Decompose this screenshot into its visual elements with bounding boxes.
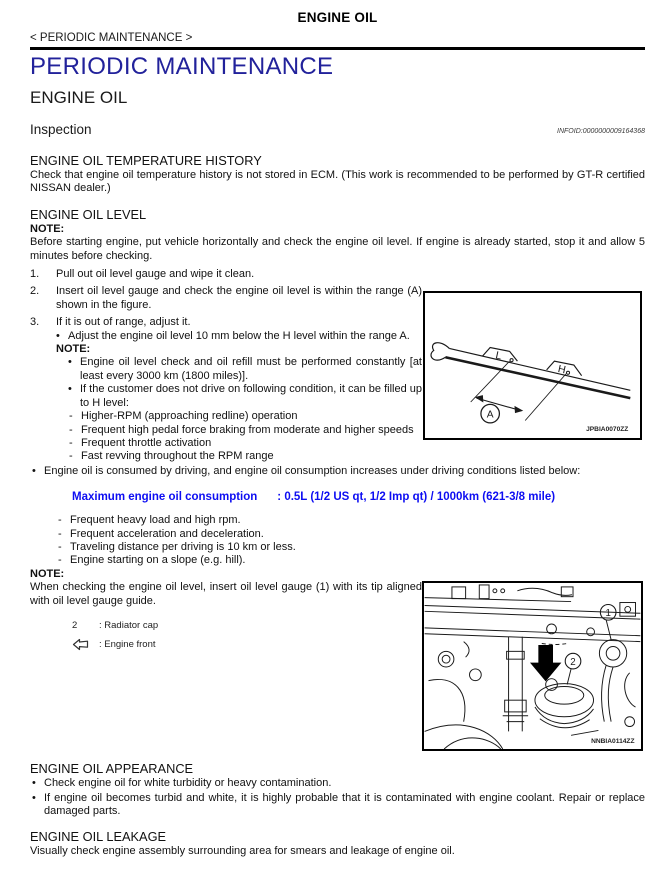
page-title: PERIODIC MAINTENANCE <box>30 53 334 80</box>
step-text: Insert oil level gauge and check the engine oil level is within the range (A) shown in the figure. <box>56 285 422 311</box>
figure-code-label: NNBIA0114ZZ <box>591 738 635 746</box>
step-number: 2. <box>30 285 40 298</box>
note-label: NOTE: <box>30 222 65 235</box>
header-rule <box>30 47 645 50</box>
conditions-column <box>30 514 422 651</box>
steps-column <box>30 268 422 464</box>
bullet-marker: • <box>32 464 36 477</box>
list-item-text: Frequent throttle activation <box>81 436 212 449</box>
figure-dipstick <box>423 291 642 440</box>
legend-key <box>72 638 99 651</box>
heading-appearance: ENGINE OIL APPEARANCE <box>30 761 194 777</box>
list-item-text: Fast revving throughout the RPM range <box>81 450 274 463</box>
list-item <box>32 465 645 478</box>
inspection-row <box>30 122 645 137</box>
bullet-marker: • <box>32 777 36 790</box>
arrow-left-icon <box>72 638 89 651</box>
figure-legend <box>72 620 422 651</box>
step-number: 3. <box>30 316 40 329</box>
note-label: NOTE: <box>56 343 91 356</box>
list-item-text: Frequent heavy load and high rpm. <box>70 514 241 527</box>
list-item-text: Engine starting on a slope (e.g. hill). <box>70 554 246 567</box>
list-item <box>69 424 422 437</box>
dipstick-illustration <box>425 293 640 438</box>
list-item-text: If the customer does not drive on following condition, it can be filled up to H level: <box>80 383 422 409</box>
bullet-marker: • <box>68 383 72 396</box>
heading-temp-history: ENGINE OIL TEMPERATURE HISTORY <box>30 153 262 168</box>
engine-illustration <box>424 583 641 749</box>
breadcrumb: < PERIODIC MAINTENANCE > <box>30 32 193 44</box>
figure-engine <box>422 581 643 751</box>
dash-marker: - <box>69 410 73 423</box>
step-3 <box>30 316 422 329</box>
dash-marker: - <box>69 450 73 463</box>
dash-marker: - <box>58 514 62 527</box>
engine-callout-1: 1 <box>605 608 611 620</box>
list-item <box>68 356 422 383</box>
list-item <box>68 383 422 410</box>
bullet-marker: • <box>68 356 72 369</box>
dash-marker: - <box>69 436 73 449</box>
heading-oil-level: ENGINE OIL LEVEL <box>30 206 147 222</box>
list-item-text: Traveling distance per driving is 10 km or less. <box>70 540 296 553</box>
dim-label-A: A <box>486 409 494 421</box>
legend-text: : Engine front <box>99 638 156 650</box>
note2-body: When checking the engine oil level, insert oil level gauge (1) with its tip aligned with oil level gauge guide. <box>30 581 422 607</box>
step-2 <box>30 285 422 312</box>
note-label: NOTE: <box>30 567 65 580</box>
list-item-text: Higher-RPM (approaching redline) operation <box>81 410 298 423</box>
legend-text: : Radiator cap <box>99 619 159 631</box>
step-number: 1. <box>30 268 40 281</box>
steps-and-figure-region <box>30 268 645 464</box>
list-item-text: Engine oil level check and oil refill must be performed constantly [at least every 3000 km (1800 miles)]. <box>80 356 422 382</box>
consumption-spec-value: : 0.5L (1/2 US qt, 1/2 Imp qt) / 1000km (621-3/8 mile) <box>277 491 556 504</box>
list-item <box>69 450 422 463</box>
consumption-spec <box>72 490 645 504</box>
oil-level-note-body: Before starting engine, put vehicle horizontally and check the engine oil level. If engine is already started, stop it and allow 5 minutes before checking. <box>30 236 645 262</box>
list-item-text: Adjust the engine oil level 10 mm below the H level within the range A. <box>68 329 410 342</box>
step-1 <box>30 268 422 281</box>
section-title: ENGINE OIL <box>30 88 128 107</box>
list-item <box>58 528 422 541</box>
list-item <box>32 777 645 790</box>
list-item <box>32 792 645 819</box>
figure-code-label: JPBIA0070ZZ <box>586 426 629 434</box>
heading-leakage: ENGINE OIL LEAKAGE <box>30 829 167 845</box>
subsection-title: Inspection <box>30 122 92 137</box>
bullet-marker: • <box>56 329 60 342</box>
engine-callout-2: 2 <box>570 657 576 669</box>
list-item <box>58 554 422 567</box>
list-item <box>69 437 422 450</box>
leakage-section <box>30 829 645 858</box>
list-item-text: Frequent high pedal force braking from moderate and higher speeds <box>81 423 414 436</box>
page-header-title: ENGINE OIL <box>297 10 378 25</box>
conditions-and-figure-region <box>30 514 645 752</box>
dipstick-mark-H: H <box>556 363 567 377</box>
bullet-marker: • <box>32 791 36 804</box>
list-item <box>69 410 422 423</box>
infoid-label: INFOID:0000000009164368 <box>557 128 645 135</box>
step-text: If it is out of range, adjust it. <box>56 316 191 329</box>
list-item-text: Engine oil is consumed by driving, and engine oil consumption increases under driving conditions listed below: <box>44 464 581 477</box>
list-item <box>58 541 422 554</box>
list-item-text: Check engine oil for white turbidity or heavy contamination. <box>44 777 332 790</box>
legend-item-radiator-cap <box>72 620 422 631</box>
appearance-section <box>30 761 645 818</box>
consumption-spec-label: Maximum engine oil consumption <box>72 491 258 504</box>
list-item-text: Frequent acceleration and deceleration. <box>70 527 264 540</box>
dash-marker: - <box>69 423 73 436</box>
leakage-body: Visually check engine assembly surrounding area for smears and leakage of engine oil. <box>30 845 455 858</box>
legend-key: 2 <box>72 619 78 631</box>
temp-history-body: Check that engine oil temperature history is not stored in ECM. (This work is recommended to be performed by GT-R certified NISSAN dealer.) <box>30 169 645 195</box>
dash-marker: - <box>58 527 62 540</box>
legend-item-engine-front <box>72 638 422 651</box>
list-item <box>56 330 422 343</box>
list-item-text: If engine oil becomes turbid and white, it is highly probable that it is contaminated with engine coolant. Repair or replace damaged parts. <box>44 791 645 817</box>
dash-marker: - <box>58 554 62 567</box>
step-text: Pull out oil level gauge and wipe it clean. <box>56 268 255 281</box>
dipstick-mark-L: L <box>494 349 503 363</box>
list-item <box>58 514 422 527</box>
dash-marker: - <box>58 540 62 553</box>
